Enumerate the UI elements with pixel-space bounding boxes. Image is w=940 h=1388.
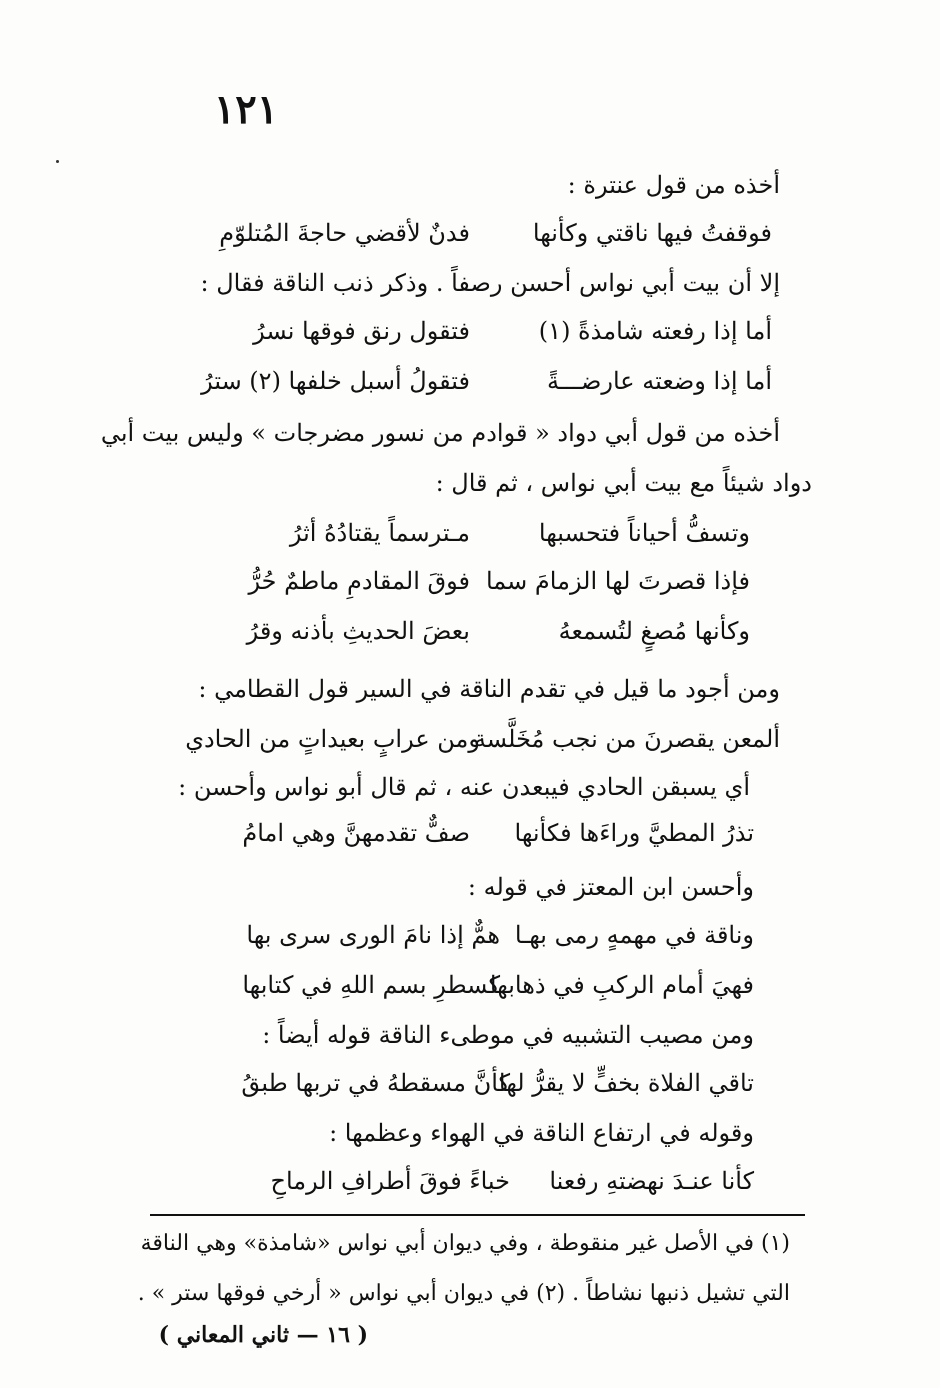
verse-first-hemistich: أما إذا وضعته عارضـــةً [547, 367, 772, 395]
verse-second-hemistich: صفٌّ تقدمهنَّ وهي امامُ [242, 819, 470, 847]
text-line: أخذه من قول عنترة : [567, 171, 780, 199]
verse-first-hemistich: تاقي الفلاة بخفٍّ لا يقرُّ لها [498, 1069, 754, 1097]
text-line: إلا أن بيت أبي نواس أحسن رصفاً . وذكر ذنب الناقة فقال : [200, 269, 780, 297]
verse-second-hemistich: فوقَ المقادمِ ماطمٌ حُرُّ [248, 567, 470, 595]
page-number: ١٢١ [213, 86, 279, 133]
verse-first-hemistich: وتسفُّ أحياناً فتحسبها [538, 519, 750, 547]
verse-second-hemistich: همٌّ إذا نامَ الورى سرى بها [246, 921, 500, 949]
verse-second-hemistich: كأنَّ مسقطهُ في تربها طبقُ [241, 1069, 510, 1097]
text-line: دواد شيئاً مع بيت أبي نواس ، ثم قال : [435, 469, 812, 497]
text-line: أي يسبقن الحادي فيبعدن عنه ، ثم قال أبو نواس وأحسن : [178, 773, 750, 801]
verse-second-hemistich: بعضَ الحديثِ بأذنه وقرُ [246, 617, 470, 645]
verse-first-hemistich: كأنا عنـدَ نهضتهِ رفعنا [549, 1167, 754, 1195]
verse-first-hemistich: تذرُ المطيَّ وراءَها فكأنها [514, 819, 754, 847]
verse-first-hemistich: ألمعن يقصرنَ من نجب مُخَلَّسة [473, 725, 780, 753]
verse-second-hemistich: خباءً فوقَ أطرافِ الرماحِ [270, 1167, 510, 1195]
verse-first-hemistich: فهيَ أمام الركبِ في ذهابها [489, 971, 754, 999]
verse-second-hemistich: فتقول رنق فوقها نسرُ [253, 317, 470, 345]
verse-first-hemistich: أما إذا رفعته شامذةً (١) [538, 317, 772, 345]
verse-first-hemistich: وناقة في مهمهٍ رمى بهـا [514, 921, 754, 949]
text-line: وأحسن ابن المعتز في قوله : [467, 873, 754, 901]
speck [56, 160, 59, 163]
verse-first-hemistich: فوقفتُ فيها ناقتي وكأنها [532, 219, 772, 247]
footnote-line: (١) في الأصل غير منقوطة ، وفي ديوان أبي نواس «شامذة» وهي الناقة [140, 1231, 790, 1256]
text-line: ومن أجود ما قيل في تقدم الناقة في السير قول القطامي : [198, 675, 780, 703]
text-line: أخذه من قول أبي دواد « قوادم من نسور مضرجات » وليس بيت أبي [100, 419, 780, 447]
text-line: وقوله في ارتفاع الناقة في الهواء وعظمها : [329, 1119, 754, 1147]
verse-first-hemistich: وكأنها مُصغٍ لتُسمعهُ [558, 617, 750, 645]
footnote-rule [150, 1214, 805, 1216]
verse-second-hemistich: كسطرِ بسم اللهِ في كتابها [242, 971, 500, 999]
text-line: ومن مصيب التشبيه في موطىء الناقة قوله أيضاً : [262, 1021, 754, 1049]
signature-mark: ( ١٦ — ثاني المعاني ) [158, 1322, 368, 1348]
verse-second-hemistich: فتقولُ أسبل خلفها (٢) سترُ [201, 367, 470, 395]
verse-second-hemistich: مـترسماً يقتادُهُ أثرُ [289, 519, 470, 547]
verse-first-hemistich: فإذا قصرتَ لها الزمامَ سما [485, 567, 750, 595]
footnote-line: التي تشيل ذنبها نشاطاً . (٢) في ديوان أبي نواس « أرخي فوقها ستر » . [137, 1281, 790, 1306]
verse-second-hemistich: ومن عرابٍ بعيداتٍ من الحادي [185, 725, 480, 753]
verse-second-hemistich: فدنٌ لأقضي حاجةَ المُتلوّمِ [219, 219, 470, 247]
